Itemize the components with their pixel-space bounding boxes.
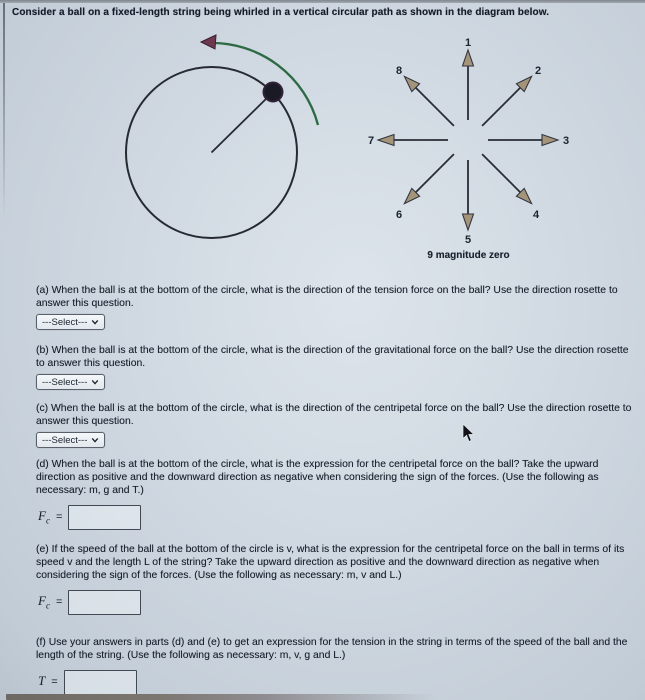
question-b — [36, 344, 636, 390]
question-c-text: (c) When the ball is at the bottom of the circle, what is the direction of the centripetal force on the ball? Use the direction rosette to answer this question. — [36, 403, 632, 427]
fc-variable-label: $F_c$ — [38, 593, 50, 611]
svg-text:1: 1 — [464, 37, 472, 49]
question-d — [36, 458, 636, 530]
svg-text:4: 4 — [532, 209, 540, 221]
problem-statement: Consider a ball on a fixed-length string being whirled in a vertical circular path as shown in the diagram below. — [12, 7, 550, 18]
question-e-text: (e) If the speed of the ball at the bottom of the circle is v, what is the expression for the centripetal force on the ball in terms of its speed v and the length L of the string? Take the upward direction as positive and the downward direction as negative when considering the sign of the forces. (Use the following as necessary: m, v and L.) — [36, 544, 625, 581]
mouse-cursor-icon — [462, 424, 476, 444]
select-label: ---Select--- — [42, 376, 88, 388]
direction-rosette — [358, 32, 583, 247]
ball-icon — [264, 83, 283, 102]
question-c-direction-select[interactable] — [36, 432, 105, 448]
equals-sign: = — [55, 596, 63, 608]
question-e-answer-input[interactable] — [68, 590, 141, 615]
magnitude-zero-label: 9 magnitude zero — [427, 250, 510, 261]
question-f-answer-input[interactable] — [64, 670, 137, 695]
photo-edge-top — [0, 0, 645, 3]
question-f — [36, 636, 636, 695]
question-b-direction-select[interactable] — [36, 374, 105, 390]
question-a-direction-select[interactable] — [36, 314, 105, 330]
photo-edge-bottom — [6, 694, 436, 700]
svg-text:7: 7 — [367, 135, 375, 147]
svg-text:8: 8 — [395, 65, 403, 77]
equals-sign: = — [55, 511, 63, 523]
string-radius-line — [212, 94, 272, 153]
question-b-text: (b) When the ball is at the bottom of the circle, what is the direction of the gravitational force on the ball? Use the direction rosette to answer this question. — [36, 345, 629, 369]
chevron-down-icon — [91, 436, 99, 444]
circular-path-diagram — [105, 28, 355, 258]
chevron-down-icon — [91, 318, 99, 326]
select-label: ---Select--- — [42, 316, 88, 328]
question-a-text: (a) When the ball is at the bottom of the circle, what is the direction of the tension force on the ball? Use the direction rosette to answer this question. — [36, 285, 618, 309]
select-label: ---Select--- — [42, 434, 88, 446]
svg-text:2: 2 — [534, 65, 542, 77]
t-variable-label: T — [38, 673, 46, 689]
question-a — [36, 284, 636, 330]
equals-sign: = — [51, 676, 58, 688]
question-f-text: (f) Use your answers in parts (d) and (e) to get an expression for the tension in the string in terms of the speed of the ball and the length of the string. (Use the following as necessary: m, v, g and L.) — [36, 637, 628, 661]
question-e — [36, 543, 636, 615]
svg-text:6: 6 — [395, 209, 403, 221]
svg-text:5: 5 — [464, 234, 472, 246]
photo-edge-left — [3, 3, 5, 218]
question-d-answer-input[interactable] — [68, 505, 141, 530]
svg-text:3: 3 — [562, 135, 570, 147]
fc-variable-label: $F_c$ — [38, 508, 50, 526]
chevron-down-icon — [91, 378, 99, 386]
rotation-arrowhead-icon — [201, 35, 216, 49]
question-c — [36, 402, 636, 448]
question-d-text: (d) When the ball is at the bottom of the circle, what is the expression for the centripetal force on the ball? Take the upward direction as positive and the downward direction as negative when considering the sign of the forces. (Use the following as necessary: m, g and T.) — [36, 459, 599, 496]
